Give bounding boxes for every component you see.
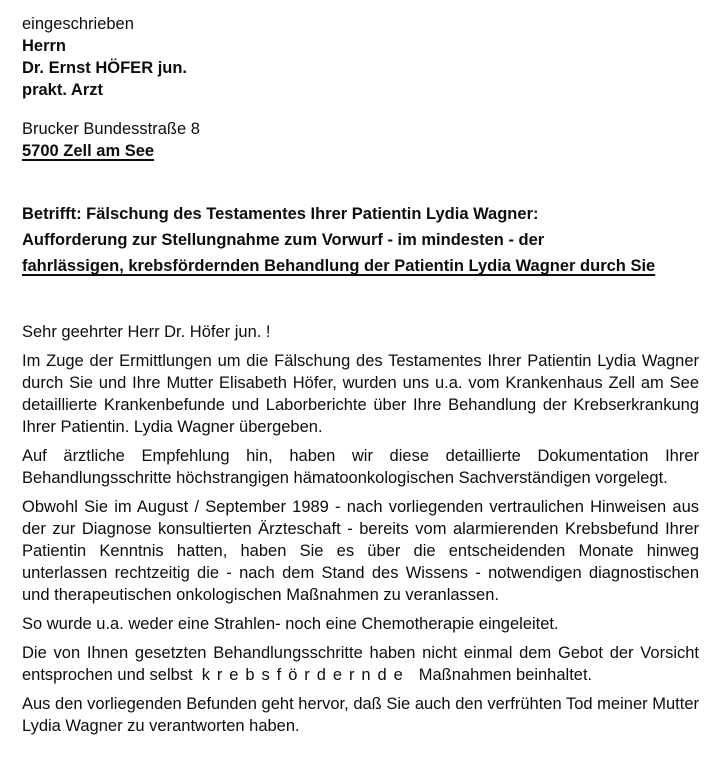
recipient-city: 5700 Zell am See <box>22 142 155 160</box>
recipient-profession: prakt. Arzt <box>22 81 103 99</box>
recipient-address-block <box>22 13 699 162</box>
subject-line-1: Betrifft: Fälschung des Testamentes Ihrer Patientin Lydia Wagner: <box>22 205 539 223</box>
delivery-note: eingeschrieben <box>22 15 134 33</box>
paragraph-2: Auf ärztliche Empfehlung hin, haben wir diese detaillierte Dokumentation Ihrer Behandlungsschritte höchstrangigen hämatoonkologischen Sachverständigen vorgelegt. <box>22 447 699 487</box>
greeting-line: Sehr geehrter Herr Dr. Höfer jun. ! <box>22 323 271 341</box>
paragraph-1: Im Zuge der Ermittlungen um die Fälschung des Testamentes Ihrer Patientin Lydia Wagner durch Sie und Ihre Mutter Elisabeth Höfer, wurden uns u.a. vom Krankenhaus Zell am See detaillierte Krankenbefunde und Laborberichte über Ihre Behandlung der Krebserkrankung Ihrer Patientin. Lydia Wagner übergeben. <box>22 352 699 436</box>
paragraph-5-before: Die von Ihnen gesetzten Behandlungsschritte haben nicht einmal dem Gebot der Vorsicht entsprochen und selbst <box>22 644 699 684</box>
paragraph-6: Aus den vorliegenden Befunden geht hervor, daß Sie auch den verfrühten Tod meiner Mutter Lydia Wagner zu verantworten haben. <box>22 695 699 735</box>
recipient-street: Brucker Bundesstraße 8 <box>22 120 200 138</box>
recipient-salutation: Herrn <box>22 37 67 55</box>
letter-body <box>22 350 699 737</box>
paragraph-5 <box>22 642 699 686</box>
subject-line-2: Aufforderung zur Stellungnahme zum Vorwurf - im mindesten - der <box>22 231 545 249</box>
recipient-name: Dr. Ernst HÖFER jun. <box>22 59 188 77</box>
paragraph-3: Obwohl Sie im August / September 1989 - nach vorliegenden vertraulichen Hinweisen aus der zur Diagnose konsultierten Ärzteschaft - bereits vom alarmierenden Krebsbefund Ihrer Patientin Kenntnis hatten, haben Sie es über die entscheidenden Monate hinweg unterlassen rechtzeitig die - nach dem Stand des Wissens - notwendigen diagnostischen und therapeutischen onkologischen Maßnahmen zu veranlassen. <box>22 498 699 604</box>
subject-block <box>22 201 699 279</box>
subject-line-3: fahrlässigen, krebsfördernden Behandlung der Patientin Lydia Wagner durch Sie <box>22 257 656 275</box>
paragraph-5-emphasis: krebsfördernde <box>201 666 410 684</box>
paragraph-4: So wurde u.a. weder eine Strahlen- noch eine Chemotherapie eingeleitet. <box>22 615 559 633</box>
paragraph-5-after: Maßnahmen beinhaltet. <box>418 666 593 684</box>
